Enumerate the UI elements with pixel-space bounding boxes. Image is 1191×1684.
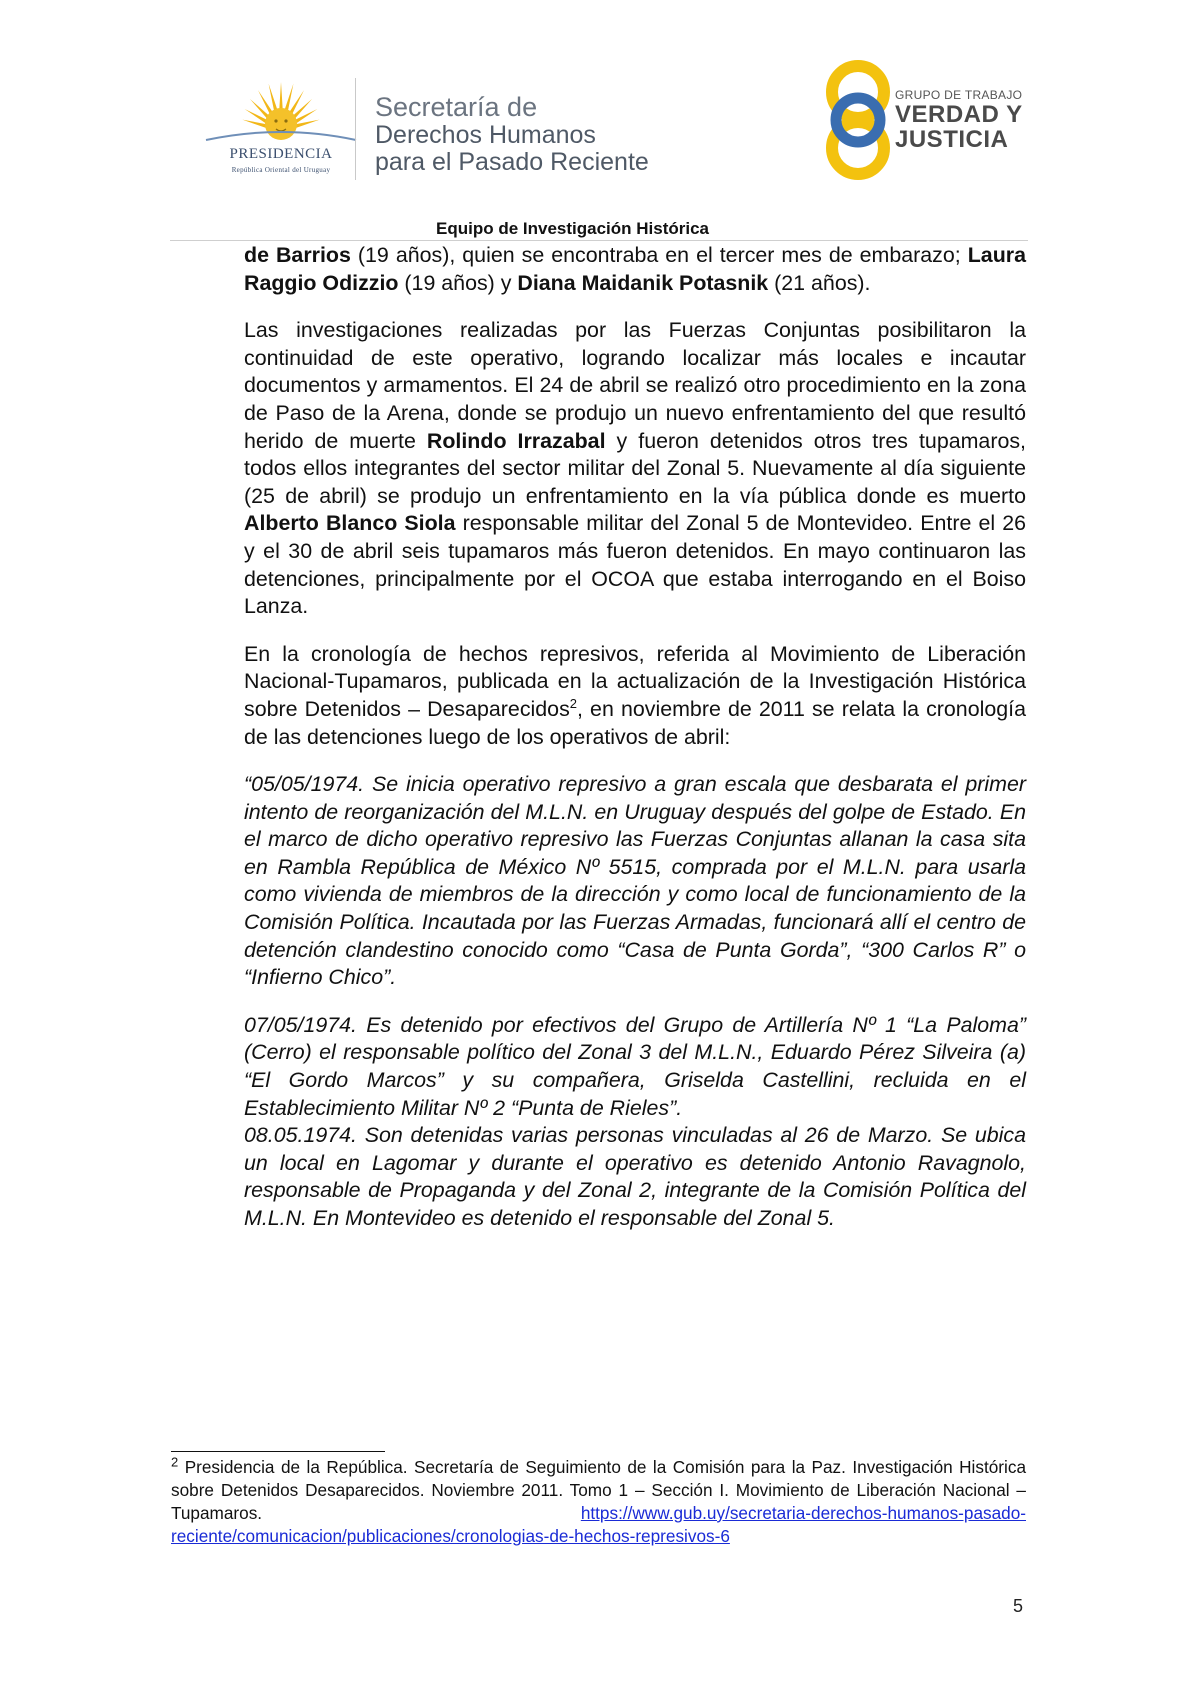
quote-text: “05/05/1974. Se inicia operativo represivo a gran escala que desbarata el primer intento de reorganización del M.L.N. en Uruguay después del golpe de Estado. En el marco de dicho operativo represivo las Fuerzas Conjuntas allanan la casa sita en Rambla República de México Nº 5515, comprada por el M.L.N. para usarla como vivienda de miembros de la dirección y como local de funcionamiento de la Comisión Política. Incautada por las Fuerzas Armadas, funcionará allí el centro de detención clandestino conocido como “Casa de Punta Gorda”, “300 Carlos R” o “Infierno Chico”. bbox=[244, 772, 1026, 990]
footnote-ref[interactable]: 2 bbox=[569, 695, 577, 711]
quote-paragraph-2 bbox=[244, 1012, 1026, 1122]
footnote-text: Presidencia de la República. Secretaría de Seguimiento de la Comisión para la Paz. Investigación Histórica sobre Detenidos Desaparecidos. Noviembre 2011. Tomo 1 – Sección I. Movimiento de Liberación Nacional –Tupamaros. bbox=[171, 1457, 1026, 1523]
name-bold: de Barrios bbox=[244, 243, 351, 267]
quote-paragraph-3 bbox=[244, 1122, 1026, 1232]
gvj-line-1: VERDAD Y bbox=[895, 101, 1023, 128]
verdad-justicia-text bbox=[895, 88, 1023, 152]
presidencia-subtitle: República Oriental del Uruguay bbox=[231, 166, 331, 174]
text-run: y fueron detenidos otros tres tupamaros, todos ellos integrantes del sector militar del Zonal 5. Nuevamente al día siguiente (25 de abril) se produjo un enfrentamiento en la vía pública donde es muerto bbox=[244, 428, 1026, 508]
text-run: responsable militar del Zonal 5 de Montevideo. Entre el 26 y el 30 de abril seis tupamaros más fueron detenidos. En mayo continuaron las detenciones, principalmente por el OCOA que estaba interrogando en el Boiso Lanza. bbox=[244, 511, 1026, 619]
secretaria-line-2: Derechos Humanos bbox=[375, 121, 596, 149]
text-run: En la cronología de hechos represivos, referida al Movimiento de Liberación Nacional-Tupamaros, publicada en la actualización de la Investigación Histórica sobre Detenidos – Desaparecidos bbox=[244, 641, 1026, 721]
text-run: Las investigaciones realizadas por las Fuerzas Conjuntas posibilitaron la continuidad de este operativo, logrando localizar más locales e incautar documentos y armamentos. El 24 de abril se realizó otro procedimiento en la zona de Paso de la Arena, donde se produjo un nuevo enfrentamiento del que resultó herido de muerte bbox=[244, 318, 1026, 453]
sun-emblem-icon bbox=[196, 78, 366, 148]
footnote-rule bbox=[171, 1451, 385, 1452]
header-rule bbox=[170, 240, 1028, 241]
text-run: (19 años), quien se encontraba en el tercer mes de embarazo; bbox=[350, 243, 968, 267]
name-bold: Diana Maidanik Potasnik bbox=[517, 270, 769, 295]
presidencia-logo bbox=[196, 78, 366, 180]
presidencia-name: PRESIDENCIA bbox=[229, 146, 333, 162]
text-run: (19 años) y bbox=[398, 270, 518, 295]
quote-text: 08.05.1974. Son detenidas varias personas vinculadas al 26 de Marzo. Se ubica un local en Lagomar y durante el operativo es detenido Antonio Ravagnolo, responsable de Propaganda y del Zonal 2, integrante de la Comisión Política del M.L.N. En Montevideo es detenido el responsable del Zonal 5. bbox=[244, 1123, 1026, 1230]
page-number: 5 bbox=[1013, 1596, 1024, 1616]
paragraph-1 bbox=[244, 242, 1026, 297]
name-bold: Laura Raggio Odizzio bbox=[244, 243, 1026, 295]
footnote bbox=[171, 1456, 1026, 1548]
quote-text: 07/05/1974. Es detenido por efectivos del Grupo de Artillería Nº 1 “La Paloma” (Cerro) el responsable político del Zonal 3 del M.L.N., Eduardo Pérez Silveira (a) “El Gordo Marcos” y su compañera, Griselda Castellini, recluida en el Establecimiento Militar Nº 2 “Punta de Rieles”. bbox=[244, 1012, 1026, 1120]
quote-paragraph-1 bbox=[244, 771, 1026, 992]
body-text bbox=[244, 242, 1026, 1233]
gvj-line-2: JUSTICIA bbox=[895, 126, 1009, 153]
text-run: (21 años). bbox=[768, 270, 871, 295]
header-separator bbox=[355, 78, 356, 180]
footnote-number: 2 bbox=[171, 1454, 179, 1470]
text-run: , en noviembre de 2011 se relata la cronología de las detenciones luego de los operativos de abril: bbox=[244, 696, 1026, 749]
running-head: Equipo de Investigación Histórica bbox=[436, 219, 709, 238]
secretaria-line-3: para el Pasado Reciente bbox=[375, 148, 649, 176]
secretaria-line-1: Secretaría de bbox=[375, 92, 538, 122]
paragraph-2 bbox=[244, 317, 1026, 621]
name-bold: Rolindo Irrazabal bbox=[426, 428, 606, 453]
name-bold: Alberto Blanco Siola bbox=[244, 511, 456, 536]
footnote-link[interactable]: https://www.gub.uy/secretaria-derechos-humanos-pasado-reciente/comunicacion/publicaciones/cronologias-de-hechos-represivos-6 bbox=[171, 1503, 1026, 1546]
secretaria-title bbox=[375, 92, 649, 176]
gvj-small-label: GRUPO DE TRABAJO bbox=[895, 88, 1023, 102]
paragraph-3 bbox=[244, 641, 1026, 751]
